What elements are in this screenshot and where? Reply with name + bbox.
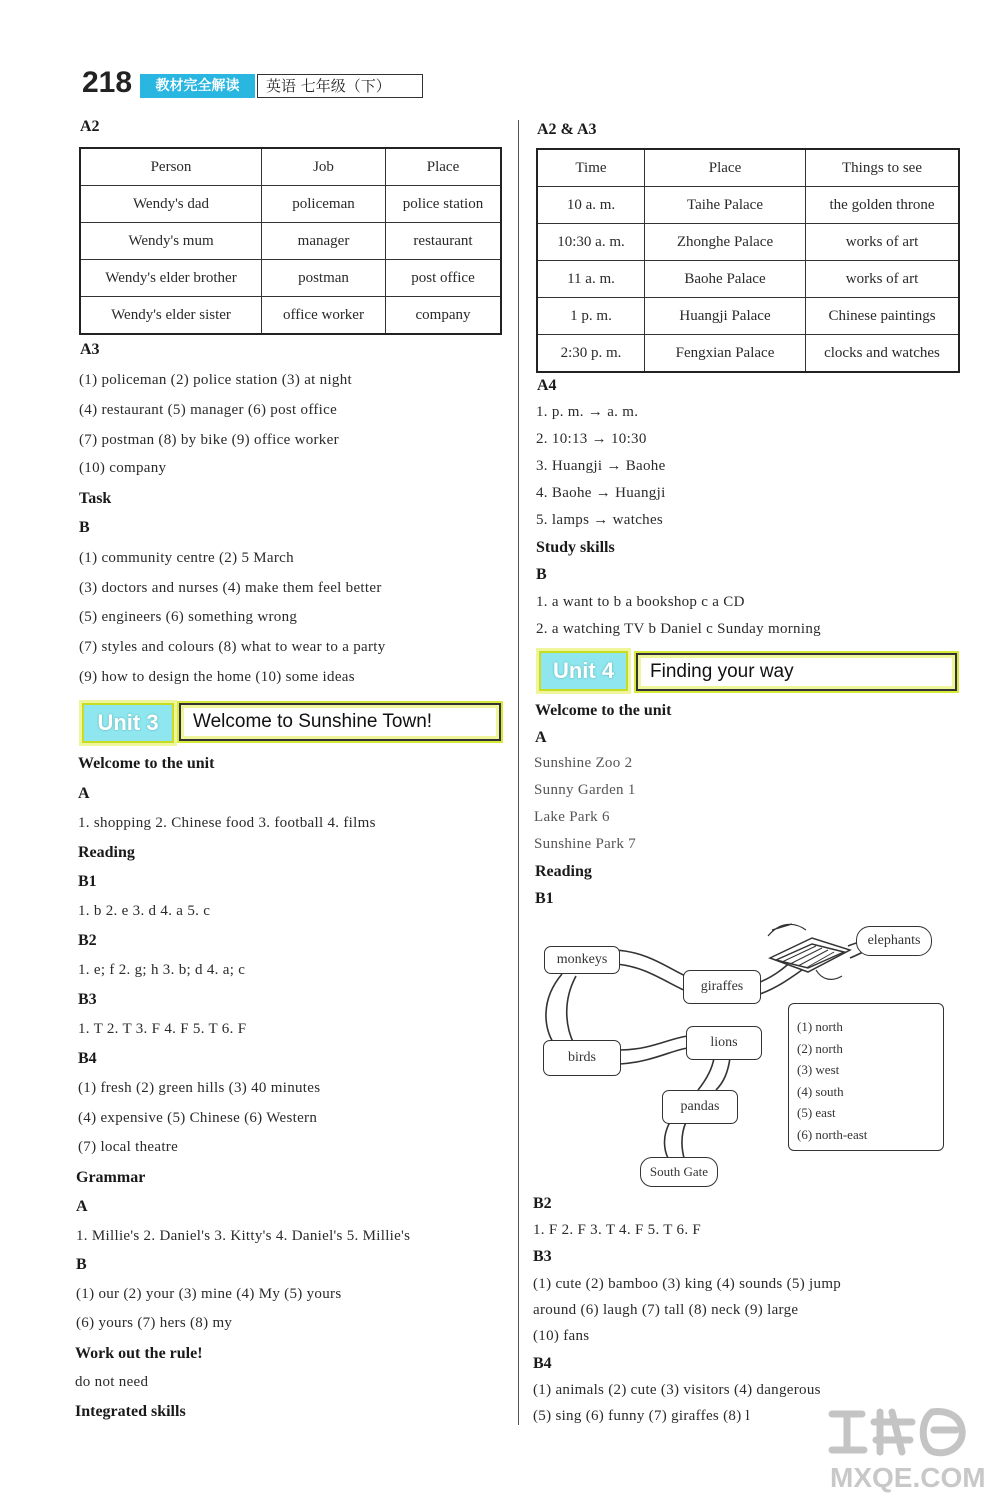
- answer-line: Sunshine Park 7: [534, 836, 636, 852]
- answer-line: (10) fans: [533, 1328, 590, 1344]
- unit4-title: Finding your way: [636, 653, 957, 691]
- answer-line: (6) yours (7) hers (8) my: [76, 1315, 233, 1331]
- reading-heading-4: Reading: [535, 863, 592, 880]
- answer-line: 1. F 2. F 3. T 4. F 5. T 6. F: [533, 1222, 702, 1238]
- answer-line: 1. p. m. → a. m.: [536, 404, 639, 420]
- table-row: [537, 224, 959, 261]
- a2-heading: A2: [80, 118, 100, 135]
- task-heading: Task: [79, 490, 112, 507]
- table-cell: Chinese paintings: [806, 298, 960, 335]
- map-node-south-gate: South Gate: [640, 1157, 718, 1187]
- table-cell: Taihe Palace: [645, 187, 806, 224]
- direction-item: (1) north: [797, 1019, 843, 1034]
- table-cell: works of art: [806, 261, 960, 298]
- table-cell: Zhonghe Palace: [645, 224, 806, 261]
- table-cell: office worker: [262, 297, 386, 335]
- direction-item: (5) east: [797, 1105, 836, 1120]
- table-cell: Wendy's elder brother: [80, 260, 262, 297]
- answer-line: around (6) laugh (7) tall (8) neck (9) large: [533, 1302, 799, 1318]
- answer-line: (5) engineers (6) something wrong: [79, 609, 298, 625]
- answer-line: 4. Baohe → Huangji: [536, 485, 666, 501]
- table-cell: Baohe Palace: [645, 261, 806, 298]
- answer-line: 1. T 2. T 3. F 4. F 5. T 6. F: [78, 1021, 247, 1037]
- path-lions-pandas: [698, 1058, 714, 1090]
- table-header-row: [537, 149, 959, 187]
- map-node-giraffes: giraffes: [683, 970, 761, 1004]
- direction-item: (2) north: [797, 1040, 843, 1056]
- page-number: 218: [82, 66, 133, 99]
- b3-heading: B3: [78, 991, 97, 1008]
- answer-line: (7) styles and colours (8) what to wear to a party: [79, 639, 386, 655]
- table-header-cell: Job: [262, 148, 386, 186]
- table-cell: 2:30 p. m.: [537, 335, 645, 373]
- path-monkeys-birds-2: [567, 976, 576, 1044]
- table-cell: 10 a. m.: [537, 187, 645, 224]
- table-cell: 11 a. m.: [537, 261, 645, 298]
- answer-line: (3) doctors and nurses (4) make them feel better: [79, 580, 382, 596]
- table-row: [80, 260, 501, 297]
- table-header-cell: Things to see: [806, 149, 960, 187]
- map-node-elephants: elephants: [856, 926, 932, 956]
- path-birds-lions: [620, 1036, 688, 1050]
- schedule-table: [536, 148, 960, 373]
- answer-line: (4) expensive (5) Chinese (6) Western: [78, 1110, 318, 1126]
- answer-line: Sunny Garden 1: [534, 782, 636, 798]
- direction-item: (6) north-east: [797, 1126, 868, 1142]
- answer-line: (1) policeman (2) police station (3) at night: [79, 372, 353, 388]
- table-cell: manager: [262, 223, 386, 260]
- table-header-cell: Place: [645, 149, 806, 187]
- answer-line: (7) local theatre: [78, 1139, 179, 1155]
- unit3-title: Welcome to Sunshine Town!: [179, 703, 501, 741]
- table-cell: clocks and watches: [806, 335, 960, 373]
- b2-heading: B2: [78, 932, 97, 949]
- map-node-birds: birds: [543, 1040, 621, 1076]
- watermark-text: MXQE.COM: [830, 1462, 986, 1493]
- answer-line: 3. Huangji → Baohe: [536, 458, 666, 474]
- table-header-row: [80, 148, 501, 186]
- job-table: [79, 147, 502, 335]
- answer-line: (10) company: [79, 460, 167, 476]
- a3-heading: A3: [80, 341, 100, 358]
- table-cell: Huangji Palace: [645, 298, 806, 335]
- table-row: [537, 187, 959, 224]
- answer-line: (1) fresh (2) green hills (3) 40 minutes: [78, 1080, 321, 1096]
- answer-line: (1) community centre (2) 5 March: [79, 550, 294, 566]
- answer-line: (1) our (2) your (3) mine (4) My (5) yours: [76, 1286, 342, 1302]
- answer-line: (5) sing (6) funny (7) giraffes (8) l: [533, 1408, 751, 1424]
- directions-box: [788, 1003, 944, 1151]
- b1-heading-4: B1: [535, 890, 554, 907]
- table-cell: Wendy's dad: [80, 186, 262, 223]
- path-pandas-gate: [665, 1122, 671, 1158]
- answer-line: (4) restaurant (5) manager (6) post office: [79, 402, 338, 418]
- table-row: [537, 298, 959, 335]
- answer-line: Sunshine Zoo 2: [534, 755, 633, 771]
- welcome-a-heading-4: A: [535, 729, 547, 746]
- table-row: [80, 223, 501, 260]
- table-header-cell: Place: [386, 148, 502, 186]
- answer-line: 1. shopping 2. Chinese food 3. football 4. films: [78, 815, 376, 831]
- table-cell: 1 p. m.: [537, 298, 645, 335]
- answer-line: Lake Park 6: [534, 809, 610, 825]
- path-pandas-gate-2: [682, 1122, 686, 1158]
- direction-item: (3) west: [797, 1062, 840, 1077]
- b2-heading-4: B2: [533, 1195, 552, 1212]
- series-label: 教材完全解读: [140, 74, 255, 98]
- direction-item: (4) south: [797, 1083, 844, 1099]
- a4-heading: A4: [537, 377, 557, 394]
- answer-line: (1) animals (2) cute (3) visitors (4) dangerous: [533, 1382, 821, 1398]
- table-header-cell: Person: [80, 148, 262, 186]
- welcome-heading-4: Welcome to the unit: [535, 702, 672, 719]
- table-cell: the golden throne: [806, 187, 960, 224]
- table-cell: works of art: [806, 224, 960, 261]
- map-node-pandas: pandas: [662, 1090, 738, 1124]
- subject-label: 英语 七年级（下）: [257, 74, 423, 98]
- map-node-lions: lions: [686, 1026, 762, 1060]
- grammar-b-heading: B: [76, 1256, 87, 1273]
- welcome-heading: Welcome to the unit: [78, 755, 215, 772]
- watermark-logo: [822, 1400, 982, 1462]
- column-divider: [518, 120, 519, 1425]
- table-header-cell: Time: [537, 149, 645, 187]
- b4-heading-4: B4: [533, 1355, 552, 1372]
- answer-line: 2. a watching TV b Daniel c Sunday morning: [536, 621, 821, 637]
- table-cell: postman: [262, 260, 386, 297]
- integrated-heading: Integrated skills: [75, 1403, 186, 1420]
- path-monkeys-giraffes-2: [615, 964, 688, 992]
- b4-heading: B4: [78, 1050, 97, 1067]
- answer-line: (1) cute (2) bamboo (3) king (4) sounds (5) jump: [533, 1276, 842, 1292]
- map-node-monkeys: monkeys: [544, 946, 620, 974]
- welcome-a-heading: A: [78, 785, 90, 802]
- table-cell: 10:30 a. m.: [537, 224, 645, 261]
- a2a3-heading: A2 & A3: [537, 121, 597, 138]
- table-cell: post office: [386, 260, 502, 297]
- answer-line: 1. a want to b a bookshop c a CD: [536, 594, 745, 610]
- answer-line: 1. Millie's 2. Daniel's 3. Kitty's 4. Daniel's 5. Millie's: [76, 1228, 411, 1244]
- table-row: [537, 335, 959, 373]
- grammar-a-heading: A: [76, 1198, 88, 1215]
- study-skills-heading: Study skills: [536, 539, 615, 556]
- table-cell: Wendy's mum: [80, 223, 262, 260]
- table-cell: policeman: [262, 186, 386, 223]
- unit3-badge: Unit 3: [82, 703, 174, 743]
- path-birds-lions-2: [620, 1048, 688, 1064]
- table-cell: company: [386, 297, 502, 335]
- path-giraffes-bridge-2: [760, 966, 808, 994]
- b3-heading-4: B3: [533, 1248, 552, 1265]
- table-cell: restaurant: [386, 223, 502, 260]
- table-row: [537, 261, 959, 298]
- work-rule-heading: Work out the rule!: [75, 1345, 203, 1362]
- answer-line: do not need: [75, 1374, 149, 1390]
- grammar-heading: Grammar: [76, 1169, 146, 1186]
- answer-line: 2. 10:13 → 10:30: [536, 431, 647, 447]
- task-b-heading: B: [79, 519, 90, 536]
- table-row: [80, 297, 501, 335]
- reading-heading: Reading: [78, 844, 135, 861]
- answer-line: 5. lamps → watches: [536, 512, 664, 528]
- answer-line: 1. e; f 2. g; h 3. b; d 4. a; c: [78, 962, 246, 978]
- table-cell: police station: [386, 186, 502, 223]
- study-b-heading: B: [536, 566, 547, 583]
- path-monkeys-birds: [546, 974, 562, 1044]
- answer-line: 1. b 2. e 3. d 4. a 5. c: [78, 903, 211, 919]
- b1-heading: B1: [78, 873, 97, 890]
- answer-line: (7) postman (8) by bike (9) office worker: [79, 432, 339, 448]
- path-lions-pandas-2: [716, 1058, 730, 1090]
- unit4-badge: Unit 4: [539, 651, 628, 691]
- table-row: [80, 186, 501, 223]
- table-cell: Wendy's elder sister: [80, 297, 262, 335]
- table-cell: Fengxian Palace: [645, 335, 806, 373]
- answer-line: (9) how to design the home (10) some ideas: [79, 669, 355, 685]
